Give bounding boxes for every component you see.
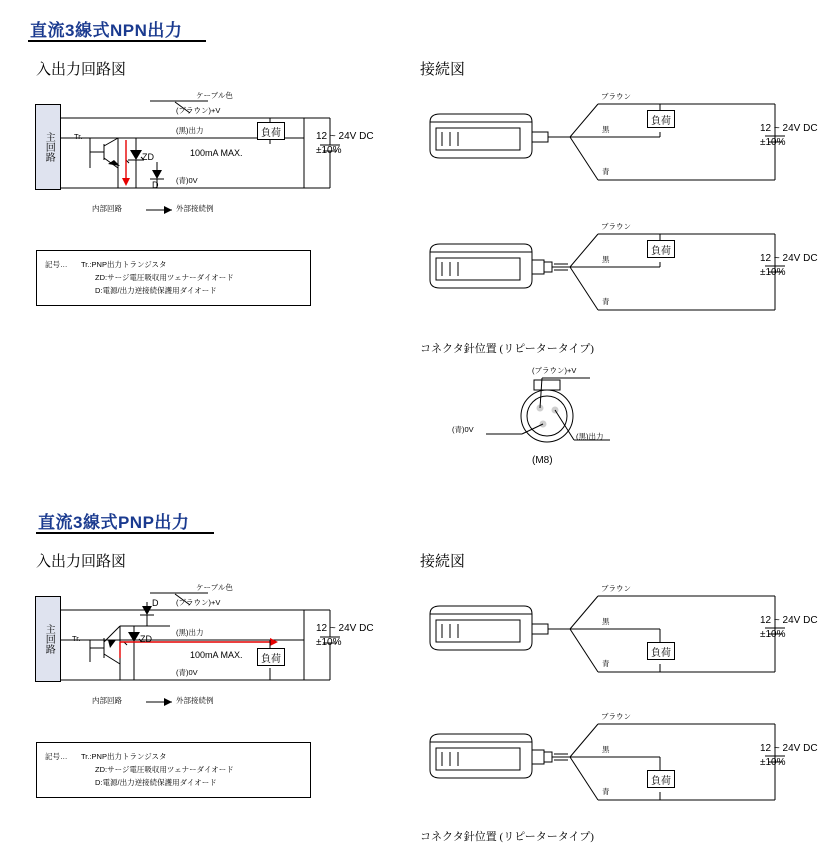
load-box-npn: 負荷 [257,122,285,140]
brown-wire-label-pnp-2: ブラウン [601,712,631,721]
load-box-pnp: 負荷 [257,648,285,666]
black-label-npn: (黒)出力 [176,126,204,135]
blue-label-pnp: (青)0V [176,668,198,677]
right-heading-pnp: 接続図 [420,554,466,570]
black-wire-label-pnp-1: 黒 [602,617,610,626]
npn-wiring-diagram-connector [420,218,820,328]
npn-wiring-diagram-cable [420,88,820,198]
load-box-npn-wiring-1: 負荷 [647,110,675,128]
transistor-label-pnp: Tr. [72,634,81,643]
legend-box-pnp [36,742,311,798]
external-label-pnp: 外部接続例 [176,696,214,705]
right-heading-npn: 接続図 [420,62,466,78]
connector-left-label-npn: (青)0V [452,425,474,434]
blue-label-npn: (青)0V [176,176,198,185]
legend-prefix-npn: 記号… [45,260,68,269]
diode-label-npn: D [152,180,159,190]
left-heading-pnp: 入出力回路図 [36,554,127,570]
main-circuit-label-npn: 主回路 [43,132,55,162]
connector-top-label-npn: (ブラウン)+V [532,366,577,375]
blue-wire-label-npn-1: 青 [602,167,610,176]
legend-line-1-pnp: Tr.:PNP出力トランジスタ [81,752,167,761]
transistor-label-npn: Tr. [74,132,83,141]
connector-size-label-npn: (M8) [532,455,553,466]
legend-line-3-pnp: D:電源/出力逆接続保護用ダイオード [95,778,217,787]
pnp-wiring-diagram-connector [420,708,820,818]
section-title-underline-npn [28,40,206,42]
supply-label-pnp: 12 ~ 24V DC [316,623,374,634]
section-title-npn: 直流3線式NPN出力 [30,21,183,40]
tolerance-label-pnp: ±10% [316,637,342,648]
zener-label-npn: ZD [142,152,154,162]
supply-label-npn: 12 ~ 24V DC [316,131,374,142]
legend-line-2-npn: ZD:サージ電圧吸収用ツェナーダイオード [95,273,234,282]
black-wire-label-pnp-2: 黒 [602,745,610,754]
internal-label-pnp: 内部回路 [92,696,122,705]
current-label-pnp: 100mA MAX. [190,650,243,660]
internal-label-npn: 内部回路 [92,204,122,213]
blue-wire-label-npn-2: 青 [602,297,610,306]
connector-right-label-npn: (黒)出力 [576,432,604,441]
brown-wire-label-pnp-1: ブラウン [601,584,631,593]
current-label-npn: 100mA MAX. [190,148,243,158]
legend-box-npn [36,250,311,306]
brown-label-npn: (ブラウン)+V [176,106,221,115]
blue-wire-label-pnp-2: 青 [602,787,610,796]
cable-color-label-pnp: ケーブル色 [196,583,233,592]
supply-label-npn-wiring-2: 12 ~ 24V DC [760,253,818,264]
brown-label-pnp: (ブラウン)+V [176,598,221,607]
cable-color-label-npn: ケーブル色 [196,91,233,100]
tolerance-label-npn-wiring-1: ±10% [760,137,786,148]
connector-pin-graphic [470,368,690,468]
tolerance-label-npn: ±10% [316,145,342,156]
pnp-wiring-diagram-cable [420,580,820,690]
connector-caption-npn: コネクタ針位置 (リピータータイプ) [420,343,594,355]
load-box-pnp-wiring-1: 負荷 [647,642,675,660]
section-title-underline-pnp [36,532,214,534]
supply-label-pnp-wiring-2: 12 ~ 24V DC [760,743,818,754]
pnp-circuit-diagram [30,582,374,712]
blue-wire-label-pnp-1: 青 [602,659,610,668]
section-title-pnp: 直流3線式PNP出力 [38,513,190,532]
left-heading-npn: 入出力回路図 [36,62,127,78]
black-wire-label-npn-1: 黒 [602,125,610,134]
diode-label-pnp: D [152,598,159,608]
main-circuit-label-pnp: 主回路 [43,624,55,654]
external-label-npn: 外部接続例 [176,204,214,213]
tolerance-label-npn-wiring-2: ±10% [760,267,786,278]
supply-label-npn-wiring-1: 12 ~ 24V DC [760,123,818,134]
supply-label-pnp-wiring-1: 12 ~ 24V DC [760,615,818,626]
zener-label-pnp: ZD [140,634,152,644]
black-label-pnp: (黒)出力 [176,628,204,637]
load-box-npn-wiring-2: 負荷 [647,240,675,258]
npn-circuit-diagram [30,90,374,220]
brown-wire-label-npn-2: ブラウン [601,222,631,231]
legend-line-2-pnp: ZD:サージ電圧吸収用ツェナーダイオード [95,765,234,774]
tolerance-label-pnp-wiring-1: ±10% [760,629,786,640]
legend-prefix-pnp: 記号… [45,752,68,761]
legend-line-1-npn: Tr.:PNP出力トランジスタ [81,260,167,269]
npn-connector-pinout [452,366,690,468]
connector-caption-pnp: コネクタ針位置 (リピータータイプ) [420,831,594,843]
load-box-pnp-wiring-2: 負荷 [647,770,675,788]
tolerance-label-pnp-wiring-2: ±10% [760,757,786,768]
legend-line-3-npn: D:電源/出力逆接続保護用ダイオード [95,286,217,295]
black-wire-label-npn-2: 黒 [602,255,610,264]
brown-wire-label-npn-1: ブラウン [601,92,631,101]
